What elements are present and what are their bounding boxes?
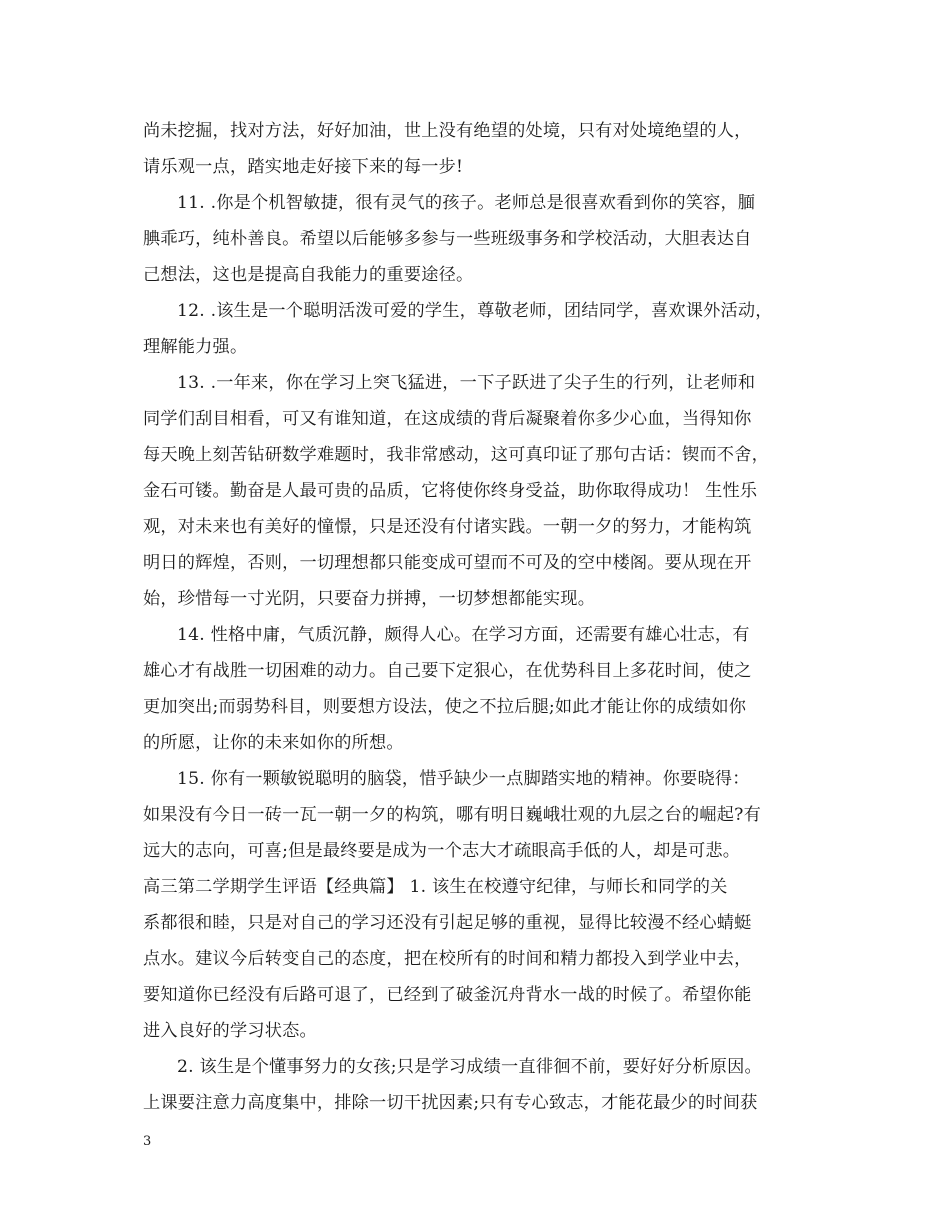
- text-line: 更加突出;而弱势科目，则要想方设法，使之不拉后腿;如此才能让你的成绩如你: [143, 697, 747, 717]
- text-line: 己想法，这也是提高自我能力的重要途径。: [143, 265, 474, 285]
- text-line: 要知道你已经没有后路可退了，已经到了破釜沉舟背水一战的时候了。希望你能: [143, 985, 752, 1005]
- text-line: 高三第二学期学生评语【经典篇】 1. 该生在校遵守纪律，与师长和同学的关: [143, 877, 728, 897]
- text-line: 观，对未来也有美好的憧憬，只是还没有付诸实践。一朝一夕的努力，才能构筑: [143, 517, 752, 537]
- page-number: 3: [143, 1134, 152, 1149]
- text-line: 11. .你是个机智敏捷，很有灵气的孩子。老师总是很喜欢看到你的笑容，腼: [177, 193, 756, 213]
- text-line: 的所愿，让你的未来如你的所想。: [143, 733, 404, 753]
- text-line: 远大的志向，可喜;但是最终要是成为一个志大才疏眼高手低的人，却是可悲。: [143, 841, 741, 861]
- text-line: 点水。建议今后转变自己的态度，把在校所有的时间和精力都投入到学业中去，: [143, 949, 752, 969]
- text-line: 14. 性格中庸，气质沉静，颇得人心。在学习方面，还需要有雄心壮志，有: [177, 625, 750, 645]
- text-line: 每天晚上刻苦钻研数学难题时，我非常感动，这可真印证了那句古话：锲而不舍，: [143, 445, 769, 465]
- text-line: 请乐观一点，踏实地走好接下来的每一步!: [143, 157, 464, 177]
- text-line: 尚未挖掘，找对方法，好好加油，世上没有绝望的处境，只有对处境绝望的人，: [143, 121, 752, 141]
- text-line: 理解能力强。: [143, 337, 248, 357]
- text-line: 上课要注意力高度集中，排除一切干扰因素;只有专心致志，才能花最少的时间获: [143, 1093, 758, 1113]
- text-line: 如果没有今日一砖一瓦一朝一夕的构筑，哪有明日巍峨壮观的九层之台的崛起?有: [143, 805, 761, 825]
- text-line: 雄心才有战胜一切困难的动力。自己要下定狠心，在优势科目上多花时间，使之: [143, 661, 752, 681]
- document-body: [143, 113, 827, 1121]
- text-line: 15. 你有一颗敏锐聪明的脑袋，惜乎缺少一点脚踏实地的精神。你要晓得：: [177, 769, 750, 789]
- text-line: 13. .一年来，你在学习上突飞猛进，一下子跃进了尖子生的行列，让老师和: [177, 373, 756, 393]
- text-line: 始，珍惜每一寸光阴，只要奋力拼搏，一切梦想都能实现。: [143, 589, 596, 609]
- text-line: 腆乖巧，纯朴善良。希望以后能够多参与一些班级事务和学校活动，大胆表达自: [143, 229, 752, 249]
- text-line: 系都很和睦，只是对自己的学习还没有引起足够的重视，显得比较漫不经心蜻蜓: [143, 913, 752, 933]
- text-line: 金石可镂。勤奋是人最可贵的品质，它将使你终身受益，助你取得成功！ 生性乐: [143, 481, 758, 501]
- text-line: 进入良好的学习状态。: [143, 1021, 317, 1041]
- text-line: 12. .该生是一个聪明活泼可爱的学生，尊敬老师，团结同学，喜欢课外活动，: [177, 301, 773, 321]
- text-line: 同学们刮目相看，可又有谁知道，在这成绩的背后凝聚着你多少心血，当得知你: [143, 409, 752, 429]
- text-line: 明日的辉煌，否则，一切理想都只能变成可望而不可及的空中楼阁。要从现在开: [143, 553, 752, 573]
- text-line: 2. 该生是个懂事努力的女孩;只是学习成绩一直徘徊不前，要好好分析原因。: [177, 1057, 762, 1077]
